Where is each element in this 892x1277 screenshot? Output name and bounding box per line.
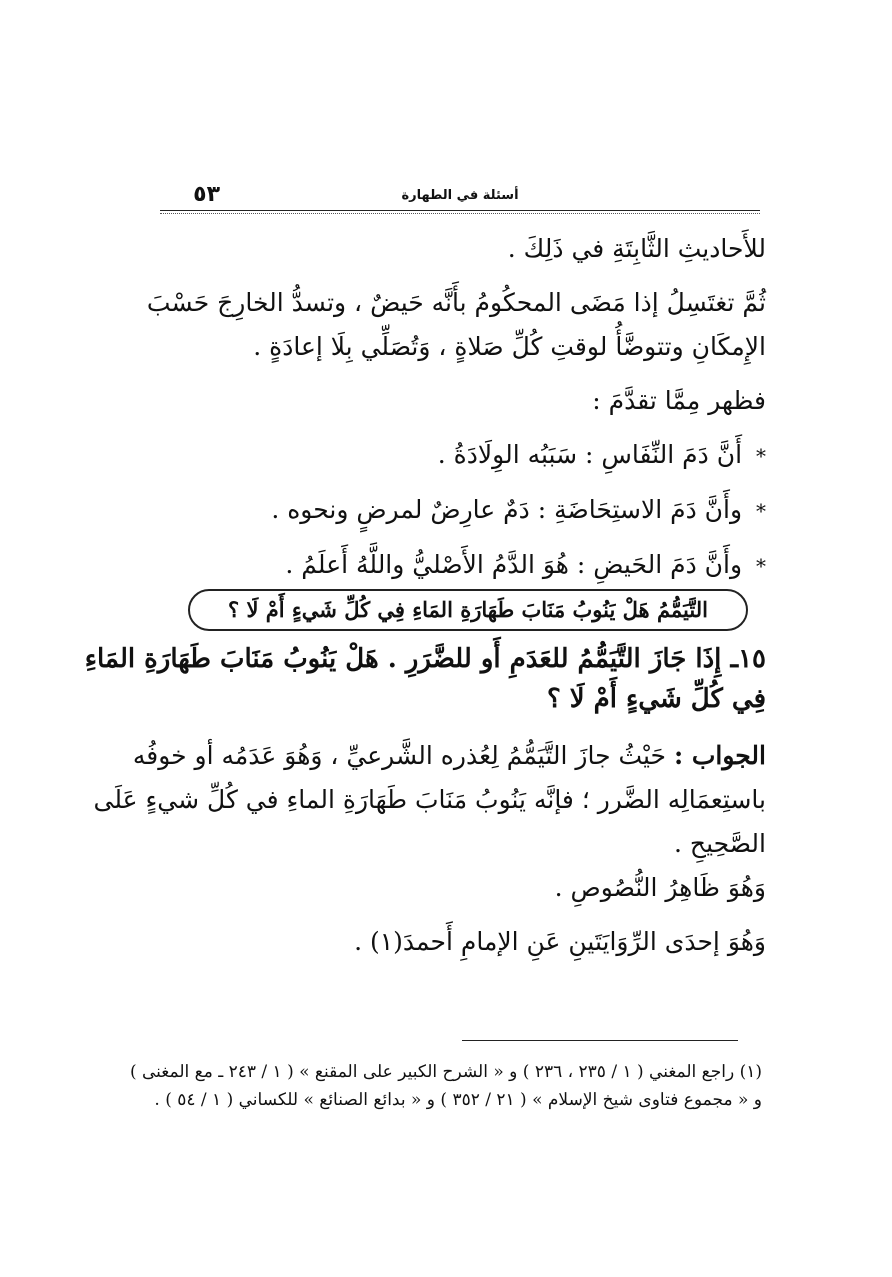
answer-line: وَهُوَ إحدَى الرِّوَايَتَينِ عَنِ الإمامِ أَحمدَ(١) . (354, 927, 766, 956)
bullet-text: أَنَّ دَمَ النِّفَاسِ : سَبَبُه الوِلَادَةُ . (437, 440, 743, 469)
answer-line: باستِعمَالِه الضَّرر ؛ فإنَّه يَنُوبُ مَنَابَ طَهَارَةِ الماءِ في كُلِّ شيءٍ عَلَى (93, 785, 766, 814)
bullet-item (158, 438, 766, 473)
footnote-rule (462, 1040, 738, 1041)
body-line: فظهر مِمَّا تقدَّمَ : (592, 386, 766, 415)
answer-text: حَيْثُ جازَ التَّيَمُّمُ لِعُذره الشَّرعيِّ ، وَهُوَ عَدَمُه أو خوفُه (132, 741, 667, 770)
bullet-item (158, 548, 766, 583)
footnote-line: و « مجموع فتاوى شيخ الإسلام » ( ٢١ / ٣٥٢ ) و « بدائع الصنائع » للكساني ( ١ / ٥٤ ) . (154, 1090, 762, 1110)
bullet-mark: * (756, 499, 766, 523)
page-body (84, 232, 766, 959)
body-line: الإِمكَانِ وتتوضَّأُ لوقتِ كُلِّ صَلاةٍ ، وَتُصَلِّي بِلَا إعادَةٍ . (253, 332, 766, 361)
running-title: أسئلة في الطهارة (401, 188, 519, 203)
bullet-text: وأَنَّ دَمَ الحَيضِ : هُوَ الدَّمُ الأَصْليُّ واللَّهُ أَعلَمُ . (285, 550, 743, 579)
footnotes (129, 1058, 762, 1114)
question-line: فِي كُلِّ شَيءٍ أَمْ لَا ؟ (546, 684, 766, 714)
body-line: ثُمَّ تغتَسِلُ إذا مَضَى المحكُومُ بأَنَّه حَيضٌ ، وتسدُّ الخارِجَ حَسْبَ (146, 288, 766, 317)
page-header (160, 182, 760, 208)
answer-line: الصَّحِيحِ . (674, 829, 766, 858)
answer-line (132, 739, 766, 773)
page-number: ٥٣ (193, 182, 220, 207)
body-line: للأَحاديثِ الثَّابِتَةِ في ذَلِكَ . (507, 234, 766, 263)
bullet-item (158, 493, 766, 528)
footnote-line: (١) راجع المغني ( ١ / ٢٣٥ ، ٢٣٦ ) و « الشرح الكبير على المقنع » ( ١ / ٢٤٣ ـ مع المغنى ) (129, 1062, 762, 1082)
bullet-text: وأَنَّ دَمَ الاستِحَاضَةِ : دَمٌ عارِضٌ لمرضٍ ونحوه . (271, 495, 743, 524)
bullet-mark: * (756, 554, 766, 578)
bullet-mark: * (756, 444, 766, 468)
question-line: ١٥ـ إِذَا جَازَ التَّيَمُّمُ للعَدَمِ أَو للضَّرَرِ . هَلْ يَنُوبُ مَنَابَ طَهَارَةِ المَاءِ (84, 644, 766, 674)
header-rule (160, 210, 760, 214)
answer-line: وَهُوَ ظَاهِرُ النُّصُوصِ . (554, 873, 766, 902)
answer-label: الجواب : (673, 741, 766, 770)
section-title: التَّيَمُّمُ هَلْ يَنُوبُ مَنَابَ طَهَارَةِ المَاءِ فِي كُلِّ شَيءٍ أَمْ لَا ؟ (188, 589, 748, 631)
